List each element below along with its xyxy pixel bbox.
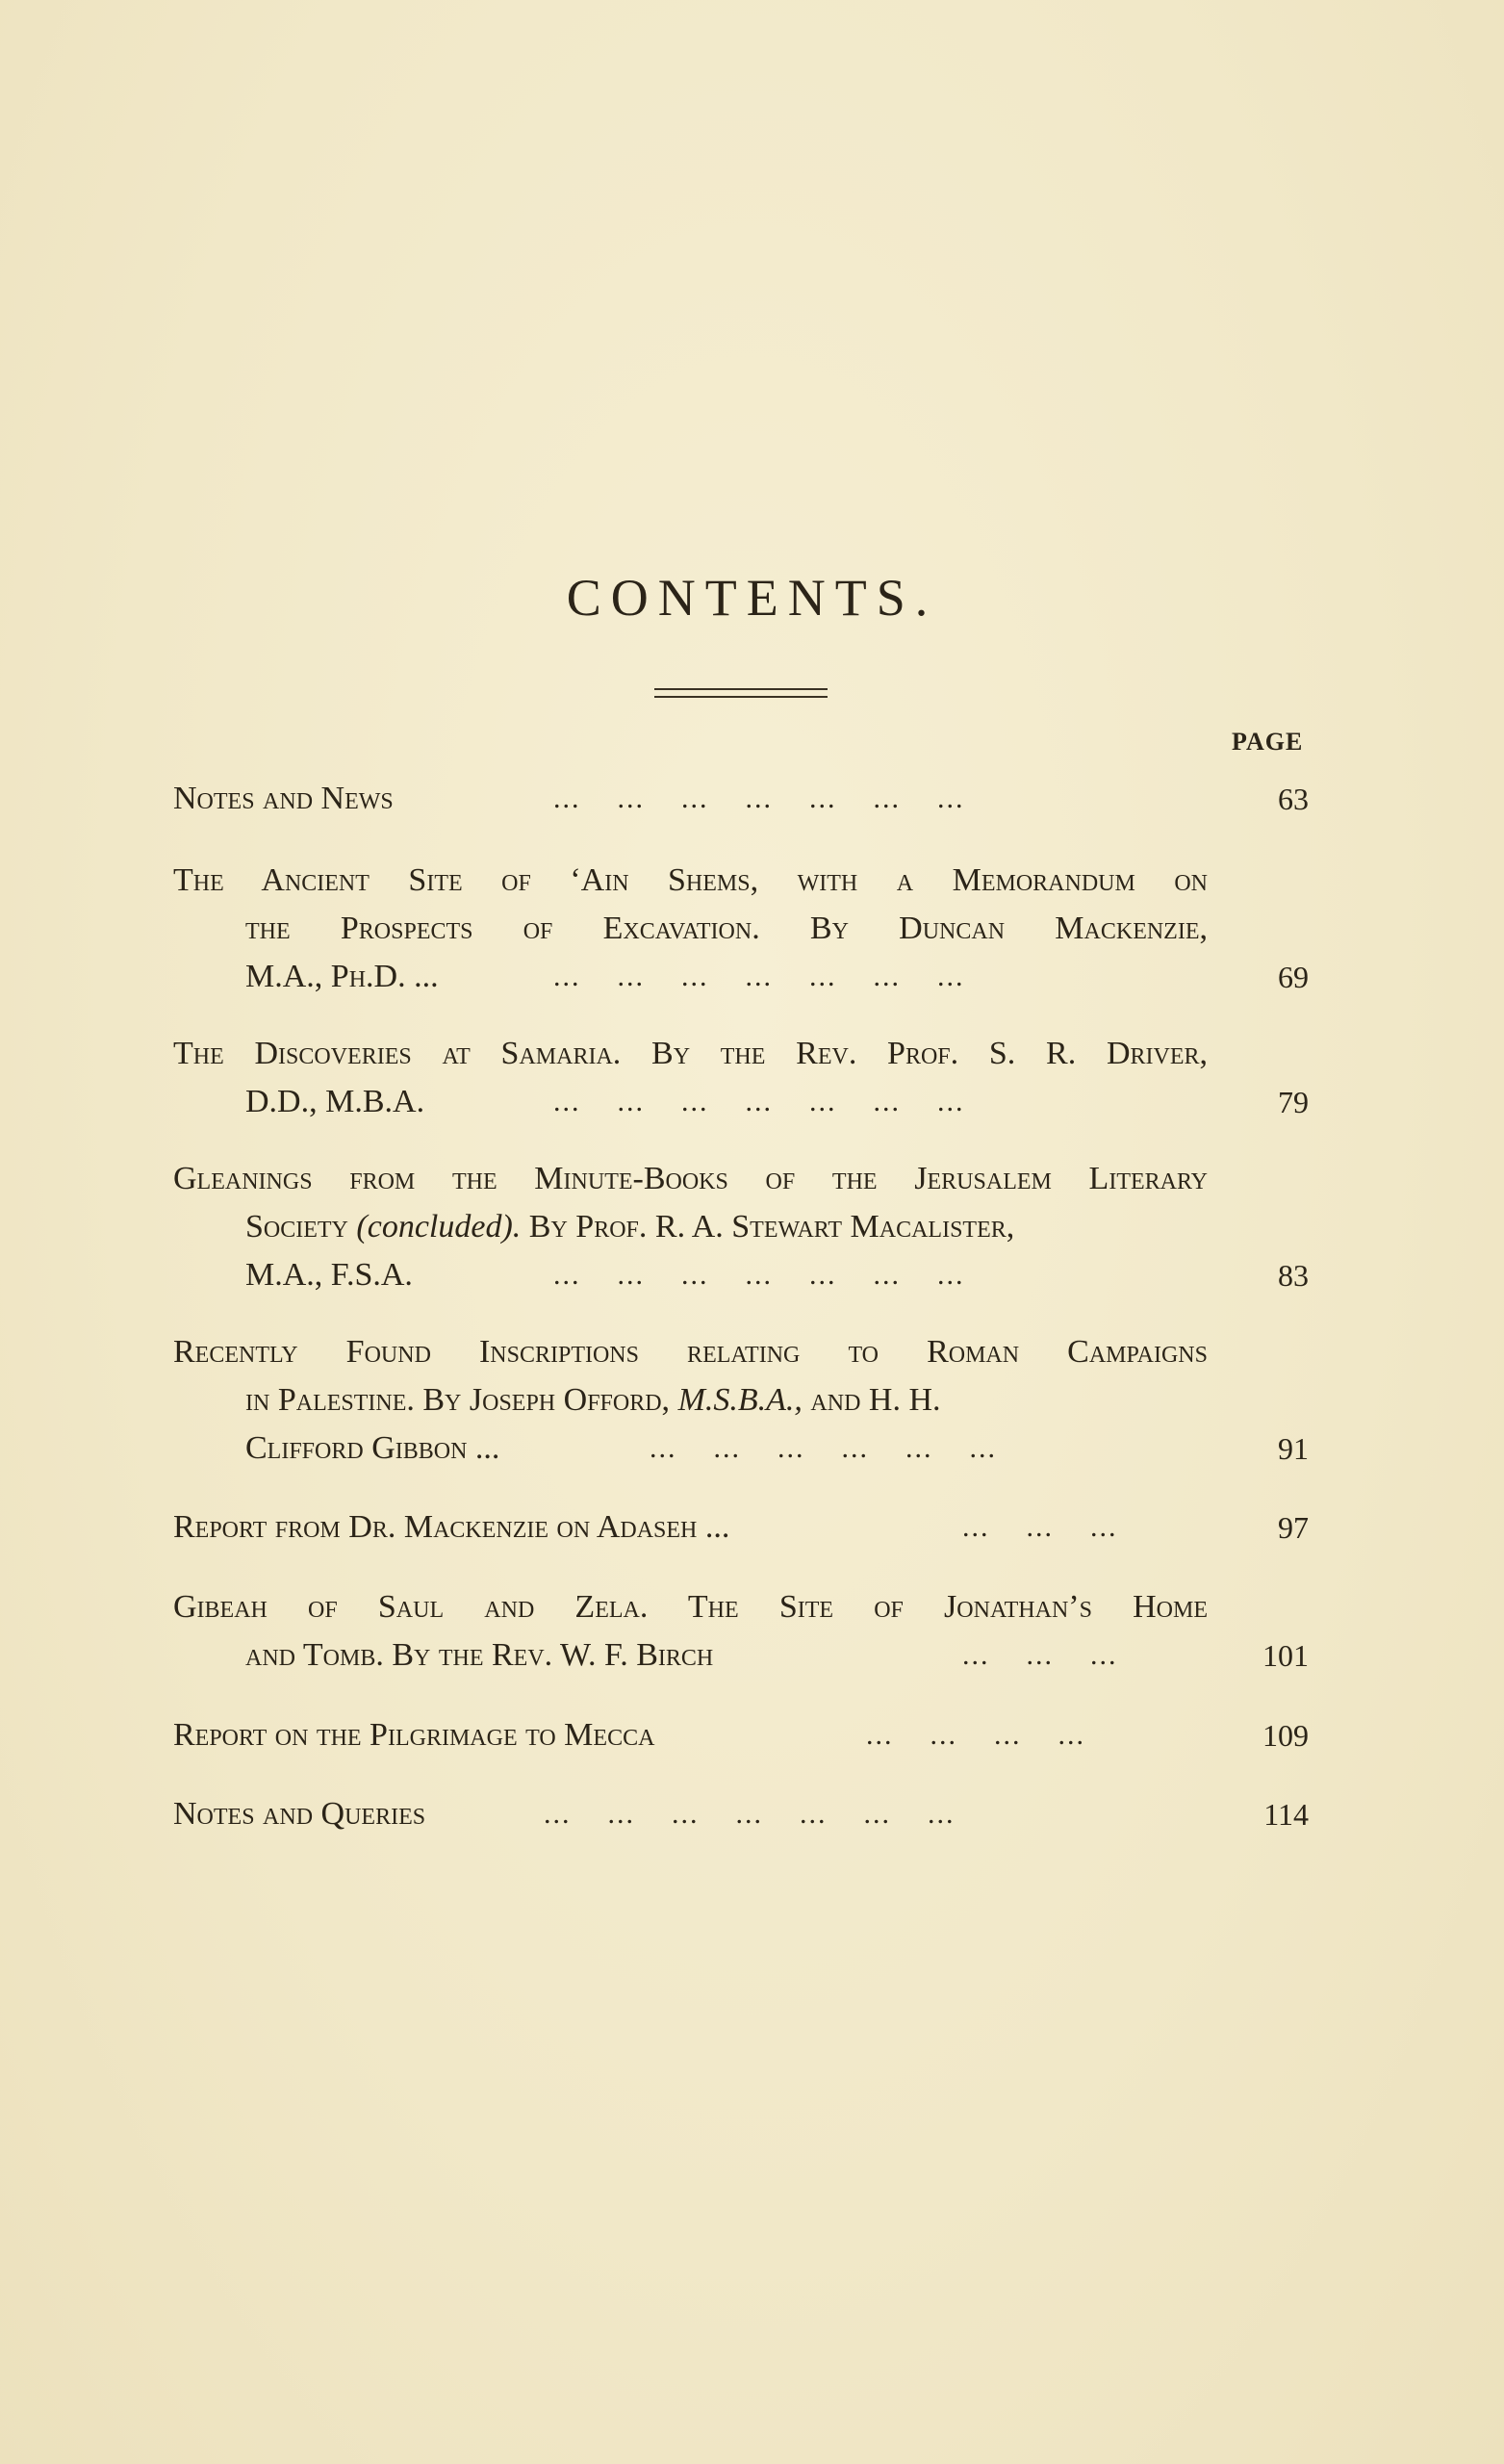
entry-title-continued: and H. H. bbox=[810, 1382, 941, 1418]
toc-entry[interactable] bbox=[173, 1790, 1309, 1838]
page-column-header: PAGE bbox=[1232, 728, 1304, 756]
toc-entry[interactable] bbox=[173, 1155, 1309, 1299]
page-number: 101 bbox=[1262, 1638, 1309, 1673]
entry-title: The Discoveries at Samaria. By the Rev. Prof. S. R. Driver, bbox=[173, 1036, 1209, 1071]
toc-entry[interactable] bbox=[173, 1030, 1309, 1126]
page-number: 97 bbox=[1278, 1510, 1309, 1545]
dot-leader: ... ... ... ... ... ... bbox=[650, 1432, 997, 1464]
page-number: 63 bbox=[1278, 782, 1309, 816]
entry-title: Gibeah of Saul and Zela. The Site of Jonathan’s Home bbox=[173, 1589, 1208, 1625]
entry-title-continued: the Prospects of Excavation. By Duncan Mackenzie, bbox=[245, 911, 1208, 946]
toc-entry-line bbox=[173, 1376, 1309, 1424]
toc-entry-line bbox=[173, 1503, 1309, 1552]
entry-title-continued: M.A., F.S.A. bbox=[245, 1257, 413, 1293]
entry-title-continued: By Prof. R. A. Stewart Macalister, bbox=[528, 1209, 1015, 1245]
entry-title-italic: (concluded). bbox=[356, 1209, 522, 1245]
toc-entry[interactable] bbox=[173, 1503, 1309, 1552]
toc-entry-line bbox=[173, 1631, 1309, 1680]
toc-entry-line bbox=[173, 1790, 1309, 1838]
entry-title-continued: and Tomb. By the Rev. W. F. Birch bbox=[245, 1637, 714, 1673]
dot-leader: ... ... ... bbox=[962, 1511, 1118, 1543]
toc-entry[interactable] bbox=[173, 1583, 1309, 1680]
toc-entry[interactable] bbox=[173, 857, 1309, 1001]
toc-entry-line bbox=[173, 905, 1208, 953]
toc-entry-line bbox=[173, 1078, 1309, 1126]
toc-entry-line bbox=[173, 953, 1309, 1001]
entry-title: Recently Found Inscriptions relating to Roman Campaigns bbox=[173, 1334, 1208, 1370]
dot-leader: ... ... ... ... ... ... ... bbox=[544, 1798, 956, 1830]
entry-title: Gleanings from the Minute-Books of the Jerusalem Literary bbox=[173, 1161, 1208, 1196]
dot-leader: ... ... ... ... ... ... ... bbox=[553, 783, 965, 814]
entry-title-continued: D.D., M.B.A. bbox=[245, 1084, 425, 1119]
toc-entry-line bbox=[173, 1203, 1309, 1251]
toc-entry[interactable] bbox=[173, 1711, 1309, 1759]
entry-title-italic: M.S.B.A., bbox=[677, 1382, 803, 1418]
entry-title: Report on the Pilgrimage to Mecca bbox=[173, 1717, 655, 1753]
toc-entry-line bbox=[173, 1583, 1208, 1631]
page-number: 79 bbox=[1278, 1085, 1309, 1119]
toc-entry[interactable] bbox=[173, 775, 1309, 823]
entry-title-continued: M.A., Ph.D. ... bbox=[245, 959, 439, 994]
entry-title-continued: Clifford Gibbon ... bbox=[245, 1430, 500, 1466]
dot-leader: ... ... ... ... ... ... ... bbox=[553, 1259, 965, 1291]
toc-entry[interactable] bbox=[173, 1328, 1309, 1473]
entry-title-continued: Society bbox=[245, 1209, 348, 1245]
page-number: 69 bbox=[1278, 960, 1309, 994]
entry-title: Report from Dr. Mackenzie on Adaseh ... bbox=[173, 1509, 730, 1545]
toc-entry-line bbox=[173, 775, 1309, 823]
toc-entry-line bbox=[173, 1155, 1208, 1203]
page-number: 109 bbox=[1262, 1718, 1309, 1753]
dot-leader: ... ... ... bbox=[962, 1639, 1118, 1671]
entry-title-continued: in Palestine. By Joseph Offord, bbox=[245, 1382, 671, 1418]
page-number: 83 bbox=[1278, 1258, 1309, 1293]
toc-entry-line bbox=[173, 1251, 1309, 1299]
toc-entry-line bbox=[173, 1424, 1309, 1473]
toc-entry-line bbox=[173, 857, 1208, 905]
title-double-rule bbox=[654, 688, 828, 698]
entry-title: The Ancient Site of ‘Ain Shems, with a Memorandum on bbox=[173, 862, 1208, 898]
dot-leader: ... ... ... ... ... ... ... bbox=[553, 1086, 965, 1117]
entry-title: Notes and News bbox=[173, 781, 394, 816]
page-number: 91 bbox=[1278, 1431, 1309, 1466]
page-title: CONTENTS. bbox=[566, 569, 938, 627]
toc-entry-line bbox=[173, 1711, 1309, 1759]
entry-title: Notes and Queries bbox=[173, 1796, 426, 1832]
page-number: 114 bbox=[1263, 1797, 1309, 1832]
toc-entry-line bbox=[173, 1030, 1208, 1078]
dot-leader: ... ... ... ... bbox=[866, 1719, 1085, 1751]
toc-entry-line bbox=[173, 1328, 1208, 1376]
dot-leader: ... ... ... ... ... ... ... bbox=[553, 961, 965, 992]
